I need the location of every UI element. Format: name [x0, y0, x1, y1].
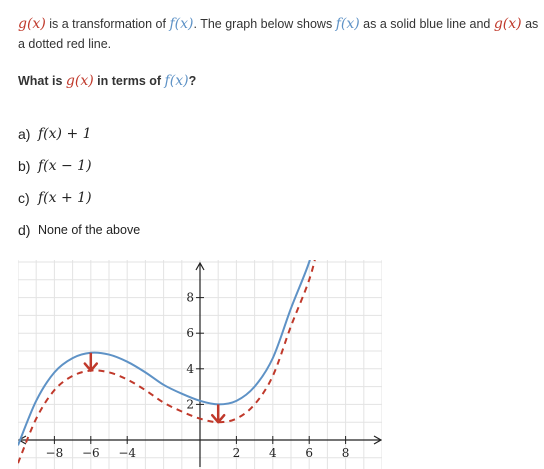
y-tick-label: 4	[186, 361, 194, 376]
choice-text: f(x + 1)	[38, 190, 92, 206]
f-of-x-term: f(x)	[164, 73, 189, 89]
choice-c[interactable]	[18, 182, 140, 214]
intro-text: is a transformation of	[45, 17, 170, 31]
intro-text: . The graph below shows	[193, 17, 336, 31]
f-of-x-term: f(x)	[335, 16, 360, 32]
g-of-x-term: g(x)	[18, 16, 46, 32]
intro-text: as	[521, 17, 539, 31]
choice-letter: c)	[18, 190, 30, 206]
question-text: What is	[18, 74, 66, 88]
y-tick-label: 6	[186, 326, 194, 341]
x-tick-label: 2	[232, 446, 241, 460]
y-tick-label: 8	[186, 290, 194, 305]
x-tick-label: 4	[268, 446, 277, 460]
choice-d[interactable]	[18, 214, 140, 246]
g-of-x-term: g(x)	[65, 73, 94, 89]
x-tick-label: −6	[81, 446, 100, 460]
answer-choices	[18, 118, 140, 246]
choice-letter: a)	[18, 126, 31, 142]
x-tick-label: 6	[305, 446, 314, 460]
choice-a[interactable]	[18, 118, 140, 150]
choice-b[interactable]	[18, 150, 140, 182]
g-of-x-term: g(x)	[493, 16, 522, 32]
x-tick-label: 8	[341, 446, 350, 460]
g-curve-dashed	[18, 260, 327, 463]
question-prompt	[18, 73, 196, 89]
problem-statement	[18, 14, 544, 54]
choice-text: None of the above	[38, 223, 141, 237]
function-graph	[18, 260, 382, 469]
choice-text: f(x − 1)	[38, 158, 92, 174]
f-of-x-term: f(x)	[169, 16, 194, 32]
question-text: in terms of	[93, 74, 165, 88]
choice-letter: d)	[18, 222, 31, 238]
choice-text: f(x) + 1	[38, 126, 92, 142]
choice-letter: b)	[18, 158, 31, 174]
x-tick-label: −4	[118, 446, 137, 460]
y-tick-label: 2	[186, 397, 194, 412]
intro-text: a dotted red line.	[18, 37, 112, 51]
intro-text: as a solid blue line and	[359, 17, 494, 31]
question-text: ?	[188, 74, 197, 88]
x-tick-label: −8	[45, 446, 64, 460]
